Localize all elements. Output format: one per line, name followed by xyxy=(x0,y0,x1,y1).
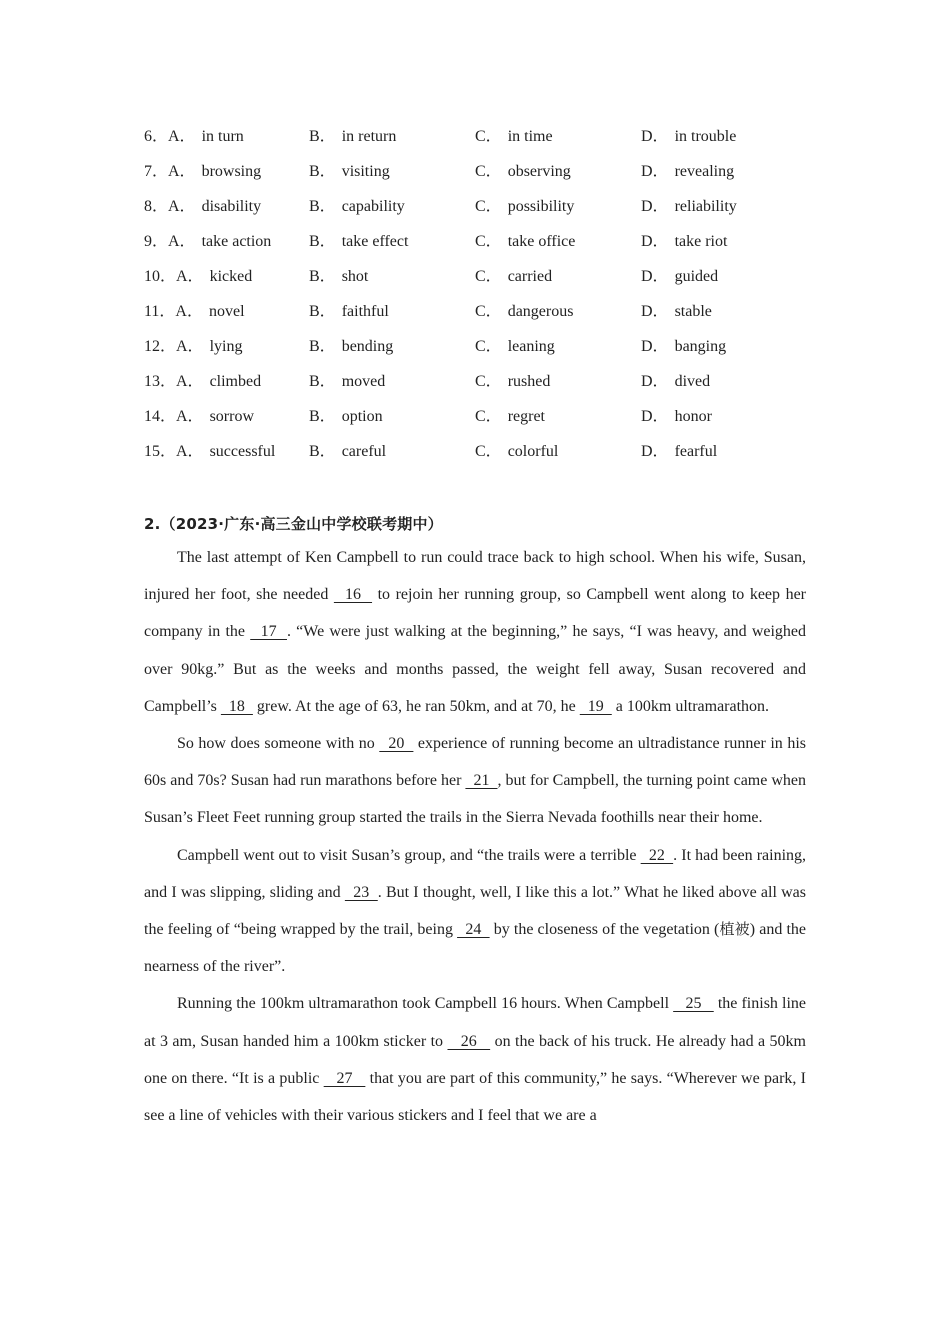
option-d xyxy=(641,231,727,253)
option-text: bending xyxy=(341,338,394,355)
answer-blank: 16 xyxy=(333,586,373,604)
option-text: dived xyxy=(674,373,711,390)
option-b xyxy=(309,301,389,323)
passage-paragraph xyxy=(144,539,806,725)
option-text: observing xyxy=(507,163,571,180)
option-label: 13．A． xyxy=(144,373,204,390)
option-d xyxy=(641,441,717,463)
option-c xyxy=(475,371,550,393)
answer-blank: 18 xyxy=(220,697,253,715)
option-text: revealing xyxy=(674,163,735,180)
option-text: regret xyxy=(507,408,545,425)
option-row xyxy=(144,161,824,196)
option-text: stable xyxy=(674,303,712,320)
option-c xyxy=(475,266,552,288)
option-text: option xyxy=(341,408,383,425)
option-text: visiting xyxy=(341,163,390,180)
option-a xyxy=(144,441,275,463)
option-text: capability xyxy=(341,198,405,215)
option-label: B． xyxy=(309,373,336,390)
option-label: 11．A． xyxy=(144,303,203,320)
option-label: D． xyxy=(641,303,669,320)
option-label: C． xyxy=(475,303,502,320)
option-c xyxy=(475,441,558,463)
passage-text: on the back of his truck. He already had a 50km one on there. “It is a public xyxy=(144,1032,807,1087)
option-text: reliability xyxy=(674,198,737,215)
option-label: D． xyxy=(641,338,669,355)
cloze-passage xyxy=(144,539,806,1134)
option-label: 10．A． xyxy=(144,268,204,285)
option-d xyxy=(641,301,712,323)
option-b xyxy=(309,231,408,253)
option-text: in return xyxy=(341,128,397,145)
chinese-gloss: 植被 xyxy=(719,920,750,939)
option-text: lying xyxy=(209,338,243,355)
option-text: take riot xyxy=(674,233,728,250)
answer-blank: 24 xyxy=(457,921,490,939)
option-row xyxy=(144,266,824,301)
option-text: take effect xyxy=(341,233,409,250)
passage-text: . It had been raining, and I was slipping, sliding and xyxy=(144,846,807,901)
option-b xyxy=(309,126,396,148)
option-text: careful xyxy=(341,443,387,460)
option-label: 9．A． xyxy=(144,233,196,250)
option-text: disability xyxy=(201,198,262,215)
option-b xyxy=(309,266,368,288)
passage-text: grew. At the age of 63, he ran 50km, and at 70, he xyxy=(252,697,580,715)
option-text: browsing xyxy=(201,163,262,180)
option-row xyxy=(144,371,824,406)
passage-text: , but for Campbell, the turning point came when Susan’s Fleet Feet running group started the trails in the Sierra Nevada foothills near their home. xyxy=(144,772,807,827)
option-text: carried xyxy=(507,268,553,285)
option-label: C． xyxy=(475,373,502,390)
option-row xyxy=(144,301,824,336)
option-text: faithful xyxy=(341,303,389,320)
option-c xyxy=(475,301,573,323)
option-label: B． xyxy=(309,233,336,250)
option-d xyxy=(641,406,712,428)
option-d xyxy=(641,266,718,288)
option-text: fearful xyxy=(674,443,718,460)
option-row xyxy=(144,126,824,161)
option-label: 15．A． xyxy=(144,443,204,460)
option-text: honor xyxy=(674,408,712,425)
option-text: kicked xyxy=(209,268,253,285)
option-text: shot xyxy=(341,268,369,285)
option-label: D． xyxy=(641,128,669,145)
option-label: D． xyxy=(641,198,669,215)
option-text: take action xyxy=(201,233,272,250)
passage-text: the finish line at 3 am, Susan handed him a 100km sticker to xyxy=(144,995,807,1050)
option-a xyxy=(144,231,271,253)
passage-text: by the closeness of the vegetation ( xyxy=(489,921,720,939)
option-label: B． xyxy=(309,338,336,355)
option-c xyxy=(475,126,553,148)
option-b xyxy=(309,196,405,218)
option-label: C． xyxy=(475,408,502,425)
passage-text: a 100km ultramarathon. xyxy=(611,697,770,715)
option-label: C． xyxy=(475,268,502,285)
option-label: D． xyxy=(641,443,669,460)
option-a xyxy=(144,196,261,218)
option-text: leaning xyxy=(507,338,555,355)
option-text: dangerous xyxy=(507,303,574,320)
option-c xyxy=(475,231,575,253)
passage-text: So how does someone with no xyxy=(177,735,380,753)
option-text: banging xyxy=(674,338,727,355)
option-text: in time xyxy=(507,128,553,145)
answer-blank: 23 xyxy=(344,883,378,901)
option-a xyxy=(144,266,252,288)
option-label: 6．A． xyxy=(144,128,196,145)
passage-text: Running the 100km ultramarathon took Campbell 16 hours. When Campbell xyxy=(177,995,674,1013)
option-text: climbed xyxy=(209,373,262,390)
option-d xyxy=(641,196,737,218)
answer-blank: 25 xyxy=(673,995,714,1013)
answer-blank: 20 xyxy=(379,735,414,753)
option-a xyxy=(144,406,254,428)
option-b xyxy=(309,371,385,393)
option-d xyxy=(641,126,736,148)
option-label: C． xyxy=(475,233,502,250)
answer-blank: 27 xyxy=(323,1069,366,1087)
option-label: D． xyxy=(641,233,669,250)
passage-text: experience of running become an ultradistance runner in his 60s and 70s? Susan had run marathons before her xyxy=(144,735,807,790)
option-a xyxy=(144,161,261,183)
option-a xyxy=(144,126,244,148)
option-text: sorrow xyxy=(209,408,254,425)
option-text: moved xyxy=(341,373,386,390)
passage-text: to rejoin her running group, so Campbell went along to keep her company in the xyxy=(144,586,807,641)
option-b xyxy=(309,336,393,358)
option-a xyxy=(144,336,242,358)
option-label: B． xyxy=(309,268,336,285)
option-row xyxy=(144,336,824,371)
option-label: D． xyxy=(641,163,669,180)
option-c xyxy=(475,406,545,428)
option-text: successful xyxy=(209,443,276,460)
option-row xyxy=(144,441,824,476)
option-text: novel xyxy=(208,303,245,320)
passage-text: . But I thought, well, I like this a lot.” What he liked above all was the feeling of “being wrapped by the trail, being xyxy=(144,883,806,939)
option-label: D． xyxy=(641,373,669,390)
option-label: B． xyxy=(309,408,336,425)
option-b xyxy=(309,161,390,183)
option-label: 12．A． xyxy=(144,338,204,355)
option-text: take office xyxy=(507,233,576,250)
option-d xyxy=(641,371,710,393)
question-heading: 2.（2023·广东·高三金山中学校联考期中） xyxy=(144,515,443,533)
option-d xyxy=(641,336,726,358)
option-label: 14．A． xyxy=(144,408,204,425)
option-text: in turn xyxy=(201,128,244,145)
option-row xyxy=(144,406,824,441)
option-label: D． xyxy=(641,268,669,285)
option-label: D． xyxy=(641,408,669,425)
option-label: B． xyxy=(309,198,336,215)
passage-text: ) and the nearness of the river”. xyxy=(144,921,807,976)
option-label: C． xyxy=(475,128,502,145)
passage-text: The last attempt of Ken Campbell to run could trace back to high school. When his wife, Susan, injured her foot, she needed xyxy=(144,549,806,604)
option-label: B． xyxy=(309,163,336,180)
option-label: B． xyxy=(309,303,336,320)
answer-blank: 19 xyxy=(579,697,612,715)
option-text: in trouble xyxy=(674,128,737,145)
answer-blank: 21 xyxy=(465,772,498,790)
option-text: possibility xyxy=(507,198,575,215)
option-label: B． xyxy=(309,443,336,460)
option-c xyxy=(475,161,571,183)
option-label: 7．A． xyxy=(144,163,196,180)
passage-paragraph xyxy=(144,725,806,837)
passage-text: . “We were just walking at the beginning,” he says, “I was heavy, and weighed over 90kg.” But as the weeks and months passed, the weight fell away, Susan recovered and Campbell’s xyxy=(144,623,807,715)
passage-paragraph xyxy=(144,837,806,986)
option-a xyxy=(144,301,245,323)
option-text: guided xyxy=(674,268,719,285)
option-row xyxy=(144,196,824,231)
options-table xyxy=(144,126,824,476)
option-label: C． xyxy=(475,443,502,460)
option-label: B． xyxy=(309,128,336,145)
passage-paragraph xyxy=(144,985,806,1134)
option-c xyxy=(475,196,574,218)
option-text: colorful xyxy=(507,443,559,460)
option-c xyxy=(475,336,555,358)
option-text: rushed xyxy=(507,373,551,390)
option-d xyxy=(641,161,734,183)
option-label: C． xyxy=(475,163,502,180)
option-b xyxy=(309,406,383,428)
option-label: C． xyxy=(475,198,502,215)
option-label: C． xyxy=(475,338,502,355)
answer-blank: 26 xyxy=(447,1032,491,1050)
answer-blank: 22 xyxy=(640,846,674,864)
answer-blank: 17 xyxy=(250,623,287,641)
option-row xyxy=(144,231,824,266)
passage-text: that you are part of this community,” he says. “Wherever we park, I see a line of vehicles with their various stickers and I feel that we are a xyxy=(144,1069,807,1125)
passage-text: Campbell went out to visit Susan’s group, and “the trails were a terrible xyxy=(177,846,641,864)
option-a xyxy=(144,371,261,393)
option-label: 8．A． xyxy=(144,198,196,215)
option-b xyxy=(309,441,386,463)
